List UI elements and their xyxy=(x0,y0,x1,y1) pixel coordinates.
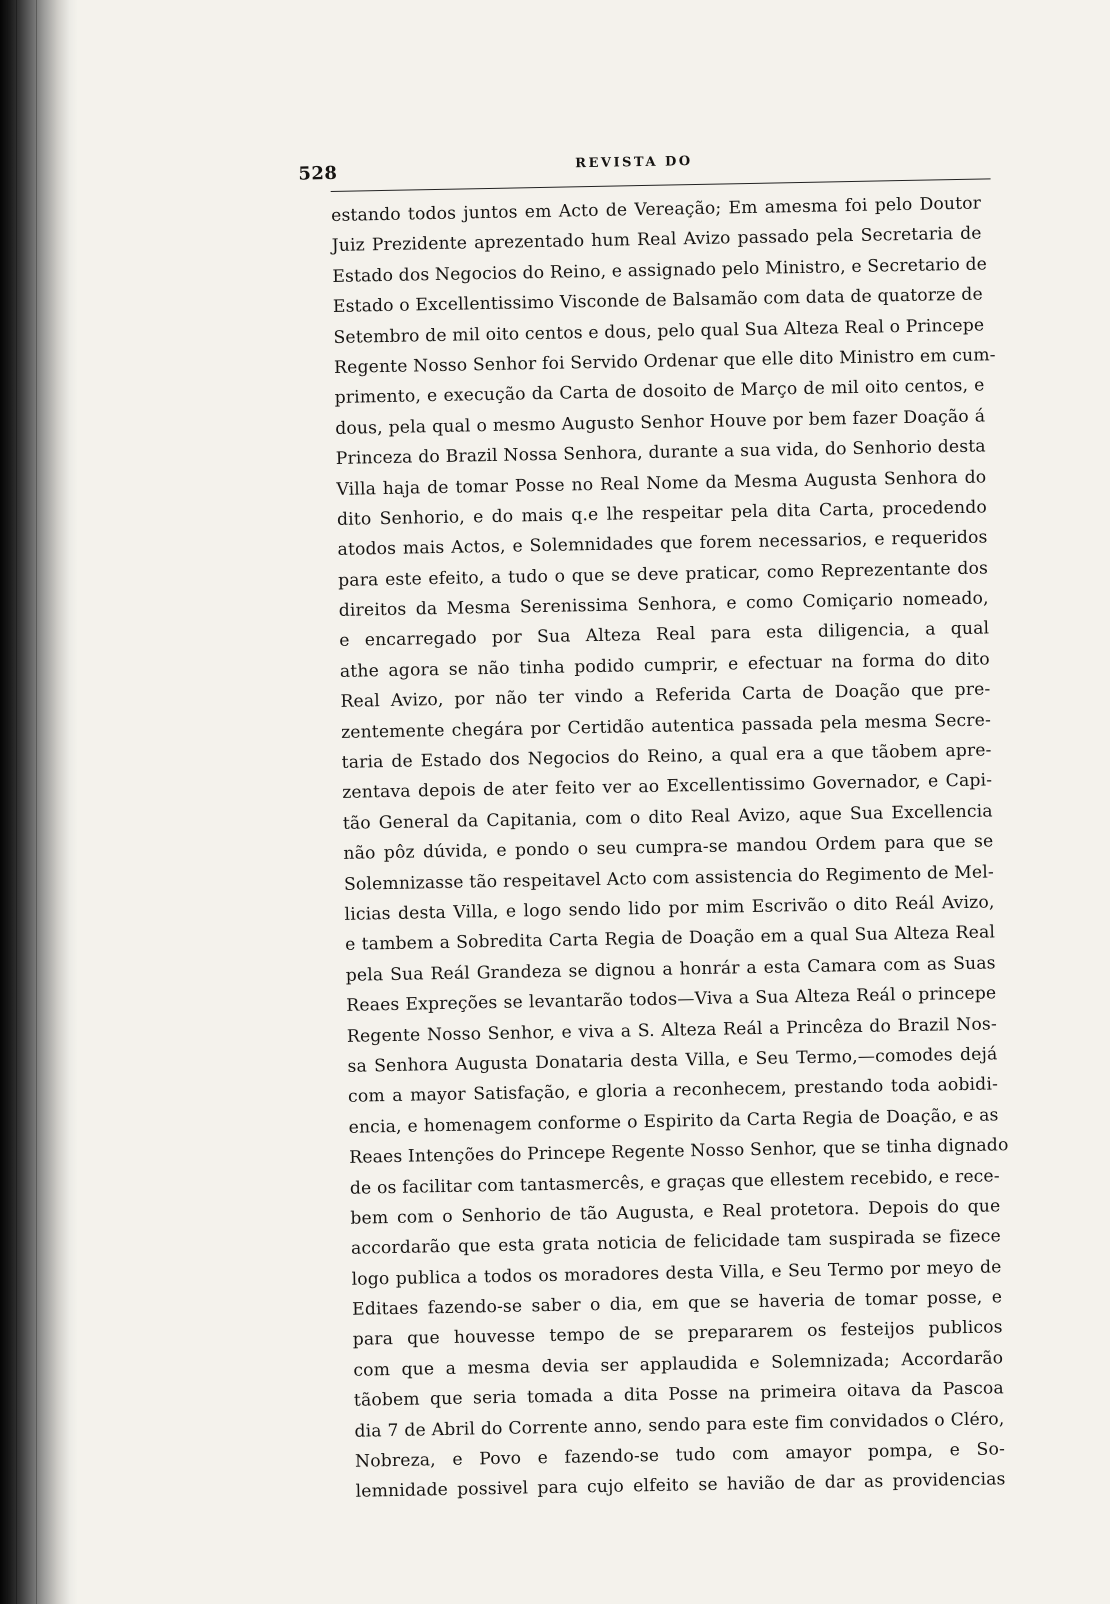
binding-edge-line xyxy=(6,0,8,1604)
text-line: Editaes fazendo-se saber o dia, em que se haveria de tomar posse, e xyxy=(351,1287,1003,1320)
book-binding-shadow xyxy=(0,0,78,1604)
text-line: direitos da Mesma Serenissima Senhora, e como Comiçario nomeado, xyxy=(338,588,989,621)
book-page xyxy=(298,142,1017,1574)
binding-edge-line xyxy=(36,0,37,1604)
text-line: zentemente chegára por Certidão autentica passada pela mesma Secre- xyxy=(340,710,992,743)
text-line: estando todos juntos em Acto de Vereação; Em amesma foi pelo Doutor xyxy=(330,193,982,226)
text-line: encia, e homenagem conforme o Espirito da Carta Regia de Doação, e as xyxy=(348,1105,999,1138)
text-line: sa Senhora Augusta Donataria desta Villa, e Seu Termo,—comodes dejá xyxy=(347,1044,998,1077)
text-line: Nobreza, e Povo e fazendo-se tudo com amayor pompa, e So- xyxy=(354,1439,1006,1472)
running-head xyxy=(298,142,991,192)
binding-edge-line xyxy=(16,0,17,1604)
text-line: dous, pela qual o mesmo Augusto Senhor Houve por bem fazer Doação á xyxy=(335,406,986,439)
text-line: dia 7 de Abril do Corrente anno, sendo para este fim convidados o Cléro, xyxy=(354,1408,1005,1442)
text-line: athe agora se não tinha podido cumprir, e efectuar na forma do dito xyxy=(339,649,990,682)
text-line: tão General da Capitania, com o dito Real Avizo, aque Sua Excellencia xyxy=(342,801,993,834)
text-line: com que a mesma devia ser applaudida e Solemnizada; Accordarão xyxy=(353,1348,1004,1381)
body-text xyxy=(330,189,1009,1508)
text-line: lemnidade possivel para cujo elfeito se havião de dar as providencias xyxy=(355,1469,1006,1503)
text-line: Reaes Intenções do Princepe Regente Nosso Senhor, que se tinha dignado xyxy=(349,1135,1009,1168)
text-line: primento, e execução da Carta de dosoito de Março de mil oito centos, e xyxy=(334,375,985,409)
text-line: taria de Estado dos Negocios do Reino, a qual era a que tãobem apre- xyxy=(341,740,992,773)
text-line: para que houvesse tempo de se prepararem os festeijos publicos xyxy=(352,1317,1003,1351)
text-line: logo publica a todos os moradores desta Villa, e Seu Termo por meyo de xyxy=(351,1256,1002,1290)
text-line: bem com o Senhorio de tão Augusta, e Real protetora. Depois do que xyxy=(350,1196,1001,1229)
text-line: zentava depois de ater feito ver ao Excellentissimo Governador, e Capi- xyxy=(342,770,993,804)
text-line: Estado dos Negocios do Reino, e assignado pelo Ministro, e Secretario de xyxy=(332,254,988,287)
text-line: Reaes Expreções se levantarão todos—Viva a Sua Alteza Reál o princepe xyxy=(346,983,997,1016)
text-line: Villa haja de tomar Posse no Real Nome da Mesma Augusta Senhora do xyxy=(336,466,987,500)
text-line: Estado o Excellentissimo Visconde de Balsamão com data de quatorze de xyxy=(332,284,983,318)
text-line: e tambem a Sobredita Carta Regia de Doação em a qual Sua Alteza Real xyxy=(344,922,996,956)
page-number: 528 xyxy=(298,162,338,185)
text-line: Real Avizo, por não ter vindo a Referida Carta de Doação que pre- xyxy=(340,679,991,713)
text-line: e encarregado por Sua Alteza Real para esta diligencia, a qual xyxy=(339,618,990,652)
text-line: accordarão que esta grata noticia de felicidade tam suspirada se fizece xyxy=(350,1226,1002,1260)
running-head-title: REVISTA DO xyxy=(575,154,693,172)
text-line: Solemnizasse tão respeitavel Acto com assistencia do Regimento de Mel- xyxy=(343,861,995,895)
text-line: Juiz Prezidente aprezentado hum Real Avizo passado pela Secretaria de xyxy=(331,223,982,257)
text-line: tãobem que seria tomada a dita Posse na primeira oitava da Pascoa xyxy=(353,1378,1004,1412)
text-line: atodos mais Actos, e Solemnidades que forem necessarios, e requeridos xyxy=(337,527,988,561)
text-line: Princeza do Brazil Nossa Senhora, durante a sua vida, do Senhorio desta xyxy=(335,436,986,470)
text-line: Regente Nosso Senhor foi Servido Ordenar que elle dito Ministro em cum- xyxy=(333,345,996,378)
text-line: pela Sua Reál Grandeza se dignou a honrár a esta Camara com as Suas xyxy=(345,953,996,986)
text-line: Setembro de mil oito centos e dous, pelo qual Sua Alteza Real o Princepe xyxy=(333,315,985,348)
text-line: Regente Nosso Senhor, e viva a S. Alteza Reál a Princêza do Brazil Nos- xyxy=(346,1013,997,1047)
text-line: com a mayor Satisfação, e gloria a reconhecem, prestando toda aobidi- xyxy=(347,1074,999,1108)
text-line: licias desta Villa, e logo sendo lido por mim Escrivão o dito Reál Avizo, xyxy=(344,892,995,925)
text-line: dito Senhorio, e do mais q.e lhe respeitar pela dita Carta, procedendo xyxy=(336,497,988,530)
text-line: de os facilitar com tantasmercês, e graças que ellestem recebido, e rece- xyxy=(349,1165,1000,1199)
text-line: não pôz dúvida, e pondo o seu cumpra-se mandou Ordem para que se xyxy=(343,831,994,865)
text-line: para este efeito, a tudo o que se deve praticar, como Reprezentante dos xyxy=(337,558,989,591)
